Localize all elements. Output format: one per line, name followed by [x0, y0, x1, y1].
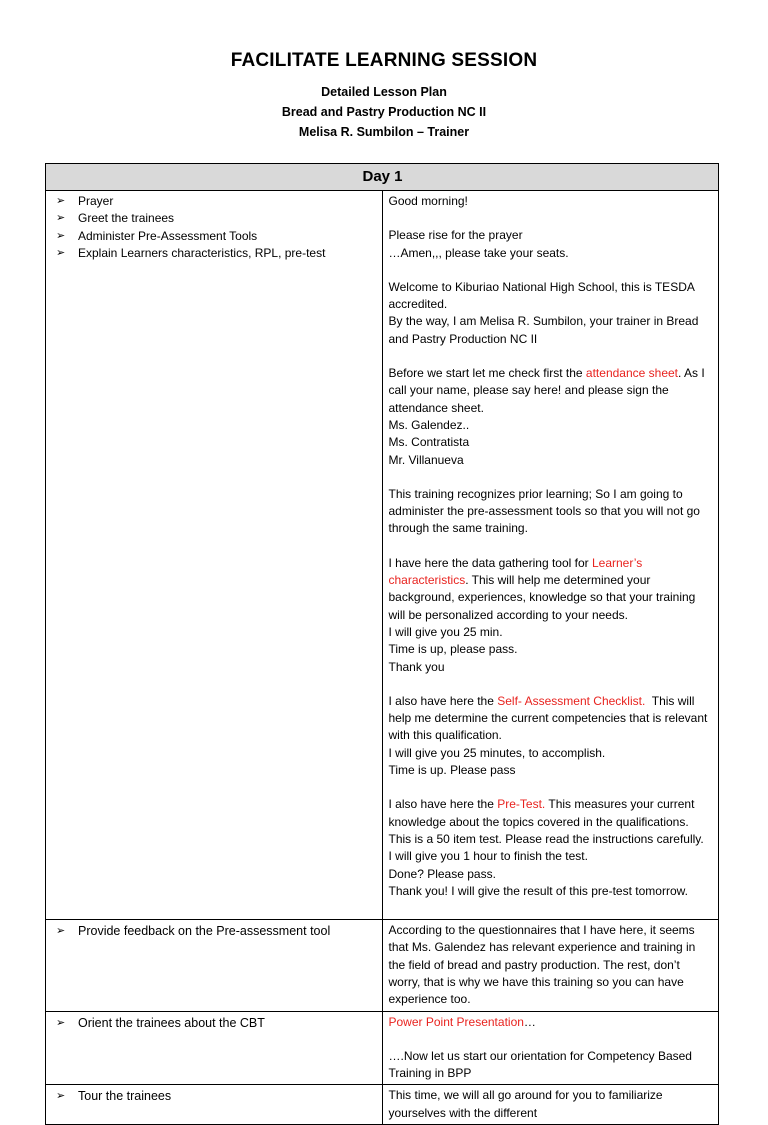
list-item: ➢ Administer Pre-Assessment Tools — [52, 228, 377, 245]
activities-cell — [46, 1085, 383, 1125]
done-line: Done? Please pass. — [388, 866, 496, 881]
script-cell — [382, 920, 719, 1011]
arrow-bullet-icon: ➢ — [56, 212, 66, 225]
activities-cell — [46, 920, 383, 1011]
attendance-paragraph: Before we start let me check first the attendance sheet. As I call your name, please say here! and please sign the attendance sheet. — [388, 366, 705, 415]
activity-list — [52, 193, 377, 262]
course-name: Bread and Pastry Production NC II — [281, 105, 487, 119]
self-assessment-paragraph: I also have here the Self- Assessment Checklist. This will help me determine the current competencies that is relevant with this qualification. — [388, 693, 711, 743]
thanks-line: Thank you — [388, 659, 445, 674]
script-cell — [382, 1011, 719, 1085]
rpl-paragraph: This training recognizes prior learning; So I am going to administer the pre-assessment tools so that you will not go through the same training. — [388, 486, 700, 536]
document-header — [0, 48, 768, 142]
activities-cell — [46, 1011, 383, 1085]
time-up-line: Time is up. Please pass — [388, 763, 516, 778]
welcome-line: Welcome to Kiburiao National High School, this is TESDA accredited. — [388, 279, 695, 312]
document-subtitle: Detailed Lesson Plan — [321, 85, 447, 99]
table-row — [46, 920, 719, 1011]
time-line: I will give you 25 min. — [388, 624, 503, 639]
power-point-highlight: Power Point Presentation — [388, 1014, 524, 1029]
document-title: FACILITATE LEARNING SESSION — [230, 50, 538, 71]
list-item: ➢ Prayer — [52, 193, 377, 210]
trainer-name: Melisa R. Sumbilon – Trainer — [298, 125, 470, 139]
prayer-line: Please rise for the prayer — [388, 228, 523, 243]
arrow-bullet-icon: ➢ — [56, 229, 66, 242]
script-cell — [382, 191, 719, 920]
list-item: ➢ Explain Learners characteristics, RPL, pre-test — [52, 245, 377, 262]
learners-characteristics-highlight: Learner’s characteristics — [388, 555, 643, 588]
arrow-bullet-icon: ➢ — [56, 195, 66, 207]
time-up-line: Time is up, please pass. — [388, 642, 518, 657]
name-2: Ms. Contratista — [388, 435, 470, 450]
arrow-bullet-icon: ➢ — [56, 246, 66, 259]
table-row — [46, 191, 719, 920]
name-1: Ms. Galendez.. — [388, 417, 470, 432]
arrow-bullet-icon: ➢ — [56, 925, 66, 938]
day-header: Day 1 — [46, 164, 719, 191]
pre-test-highlight: Pre-Test. — [497, 797, 546, 812]
pre-test-paragraph: I also have here the Pre-Test. This measures your current knowledge about the topics covered in the qualifications. This is a 50 item test. Please read the instructions carefully. — [388, 797, 704, 846]
arrow-bullet-icon: ➢ — [56, 1016, 66, 1029]
thanks-line: Thank you! I will give the result of this pre-test tomorrow. — [388, 883, 688, 898]
activities-cell — [46, 191, 383, 920]
intro-line: By the way, I am Melisa R. Sumbilon, your trainer in Bread and Pastry Production NC II — [388, 314, 699, 346]
presentation-line: Power Point Presentation… — [388, 1014, 536, 1029]
list-item: ➢ Provide feedback on the Pre-assessment tool — [52, 922, 377, 941]
time-line: I will give you 1 hour to finish the test. — [388, 849, 588, 864]
lesson-plan-table — [45, 163, 719, 1125]
time-line: I will give you 25 minutes, to accomplish. — [388, 745, 606, 760]
arrow-bullet-icon: ➢ — [56, 1090, 66, 1103]
script-cell — [382, 1085, 719, 1125]
name-3: Mr. Villanueva — [388, 452, 464, 467]
table-row — [46, 1011, 719, 1085]
prayer-end: …Amen,,, please take your seats. — [388, 245, 569, 260]
list-item: ➢ Orient the trainees about the CBT — [52, 1014, 377, 1033]
feedback-paragraph: According to the questionnaires that I have here, it seems that Ms. Galendez has relevant experience and training in the field of bread and pastry production. The rest, don’t worry, that is why we have this training so you can have experience too. — [388, 923, 696, 1007]
greeting: Good morning! — [388, 194, 468, 208]
tour-line: This time, we will all go around for you to familiarize yourselves with the different — [388, 1088, 663, 1120]
characteristics-paragraph: I have here the data gathering tool for Learner’s characteristics. This will help me determined your background, experiences, knowledge so that your training will be personalized according to your needs. — [388, 555, 696, 622]
attendance-sheet-highlight: attendance sheet — [585, 366, 678, 381]
list-item: ➢ Greet the trainees — [52, 210, 377, 227]
table-row — [46, 1085, 719, 1125]
list-item: ➢ Tour the trainees — [52, 1087, 377, 1106]
self-assessment-highlight: Self- Assessment Checklist. — [497, 693, 646, 708]
orientation-line: ….Now let us start our orientation for Competency Based Training in BPP — [388, 1048, 692, 1081]
